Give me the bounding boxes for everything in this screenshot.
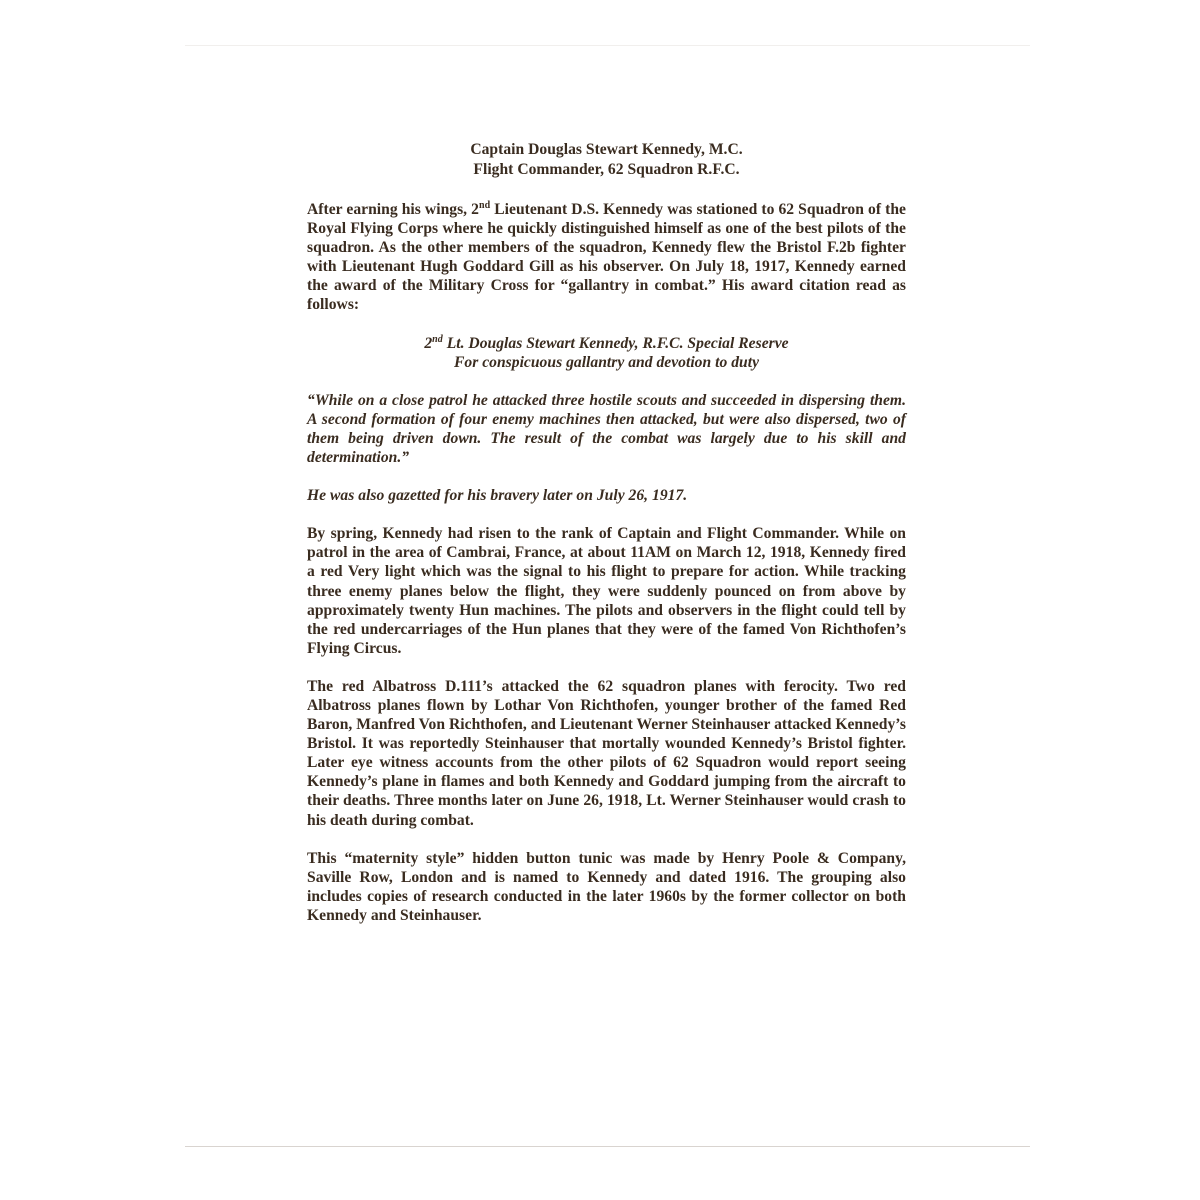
paragraph-tunic: This “maternity style” hidden button tunic was made by Henry Poole & Company, Saville Row, London and is named to Kennedy and dated 1916. The grouping also includes copies of research conducted in the later 1960s by the former collector on both Kennedy and Steinhauser.	[307, 849, 906, 924]
document-title	[307, 140, 906, 179]
gazette-note: He was also gazetted for his bravery later on July 26, 1917.	[307, 487, 688, 505]
title-line-2: Flight Commander, 62 Squadron R.F.C.	[473, 160, 740, 178]
citation-line-2: For conspicuous gallantry and devotion to duty	[453, 353, 760, 371]
title-line-1: Captain Douglas Stewart Kennedy, M.C.	[470, 141, 743, 158]
citation-rank-number: 2	[424, 334, 433, 352]
intro-text-start: After earning his wings, 2	[307, 201, 479, 218]
citation-ordinal-suffix: nd	[432, 333, 443, 345]
citation-name: Lt. Douglas Stewart Kennedy, R.F.C. Special Reserve	[442, 334, 789, 352]
paragraph-cambrai: By spring, Kennedy had risen to the rank of Captain and Flight Commander. While on patrol in the area of Cambrai, France, at about 11AM on March 12, 1918, Kennedy fired a red Very light which was the signal to his flight to prepare for action. While tracking three enemy planes below the flight, they were suddenly pounced on from above by approximately twenty Hun machines. The pilots and observers in the flight could tell by the red undercarriages of the Hun planes that they were of the famed Von Richthofen’s Flying Circus.	[307, 525, 906, 657]
citation-heading	[307, 334, 906, 372]
intro-ordinal-suffix: nd	[478, 200, 491, 211]
intro-text-rest: Lieutenant D.S. Kennedy was stationed to 62 Squadron of the Royal Flying Corps where he quickly distinguished himself as one of the best pilots of the squadron. As the other members of the squadron, Kennedy flew the Bristol F.2b fighter with Lieutenant Hugh Goddard Gill as his observer. On July 18, 1917, Kennedy earned the award of the Military Cross for “gallantry in combat.” His award citation read as follows:	[307, 201, 906, 314]
document-body	[307, 140, 906, 944]
paragraph-intro	[307, 200, 906, 315]
paragraph-albatross: The red Albatross D.111’s attacked the 62 squadron planes with ferocity. Two red Albatross planes flown by Lothar Von Richthofen, younger brother of the famed Red Baron, Manfred Von Richthofen, and Lieutenant Werner Steinhauser attacked Kennedy’s Bristol. It was reportedly Steinhauser that mortally wounded Kennedy’s Bristol fighter. Later eye witness accounts from the other pilots of 62 Squadron would report seeing Kennedy’s plane in flames and both Kennedy and Goddard jumping from the aircraft to their deaths. Three months later on June 26, 1918, Lt. Werner Steinhauser would crash to his death during combat.	[307, 677, 906, 829]
citation-line-1	[307, 334, 906, 353]
citation-quote: “While on a close patrol he attacked three hostile scouts and succeeded in dispersing them. A second formation of four enemy machines then attacked, but were also dispersed, two of them being driven down. The result of the combat was largely due to his skill and determination.”	[307, 391, 906, 467]
